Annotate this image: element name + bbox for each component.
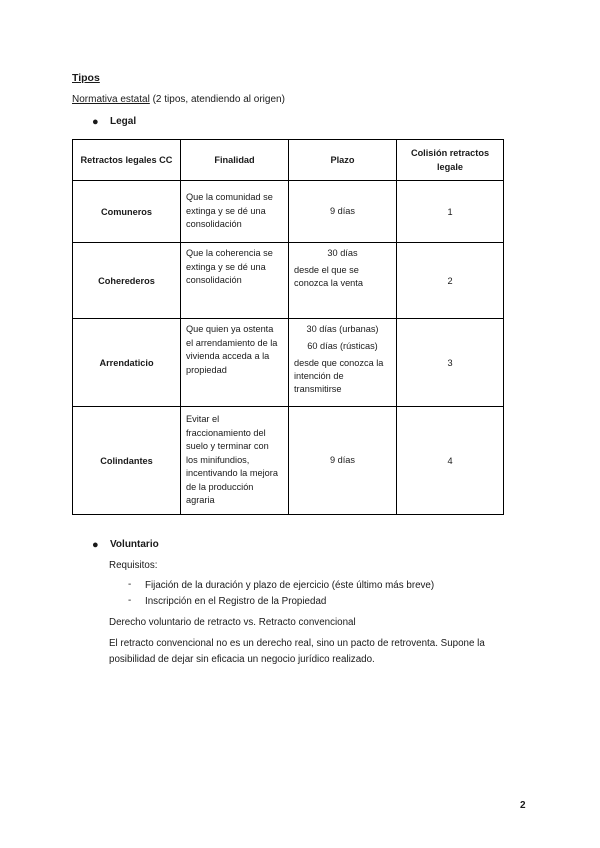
bullet-voluntario-label: Voluntario [110,539,159,550]
derecho-line: Derecho voluntario de retracto vs. Retracto convencional [109,617,356,628]
row-plazo [289,407,397,515]
table-row [73,243,504,319]
row-colision: 1 [397,181,504,243]
plazo-line: 60 días (rústicas) [307,341,378,351]
row-plazo [289,319,397,407]
plazo-line: 30 días (urbanas) [306,324,379,334]
requisitos-label: Requisitos: [109,560,158,571]
row-plazo [289,181,397,243]
bullet-voluntario [92,539,159,551]
row-name: Arrendaticio [73,319,181,407]
header-retractos: Retractos legales CC [73,140,181,181]
row-colision: 3 [397,319,504,407]
row-finalidad: Evitar el fraccionamiento del suelo y terminar con los minifundios, incentivando la mejora de la producción agraria [181,407,289,515]
retractos-table [72,139,504,515]
requisito-item: Inscripción en el Registro de la Propiedad [145,596,327,607]
row-name: Coherederos [73,243,181,319]
table-row [73,181,504,243]
row-finalidad: Que la comunidad se extinga y se dé una consolidación [181,181,289,243]
plazo-line: 9 días [329,455,356,465]
row-finalidad: Que la coherencia se extinga y se dé una consolidación [181,243,289,319]
bullet-legal [92,116,137,128]
header-finalidad: Finalidad [181,140,289,181]
row-finalidad: Que quien ya ostenta el arrendamiento de la vivienda acceda a la propiedad [181,319,289,407]
row-plazo [289,243,397,319]
plazo-line: desde el que se conozca la venta [294,265,363,288]
plazo-line: 9 días [329,206,356,216]
header-colision: Colisión retractos legale [397,140,504,181]
table-row [73,407,504,515]
page-number: 2 [520,800,526,811]
table-header-row [73,140,504,181]
section-heading: Tipos [72,72,100,84]
plazo-line: desde que conozca la intención de transmitirse [294,358,384,394]
dash-marker: - [128,595,132,606]
row-colision: 2 [397,243,504,319]
plazo-line: 30 días [327,248,358,258]
retracto-paragraph: El retracto convencional no es un derecho real, sino un pacto de retroventa. Supone la posibilidad de dejar sin eficacia un negocio jurídico realizado. [109,638,485,665]
bullet-dot-icon: ● [92,116,99,128]
row-name: Comuneros [73,181,181,243]
subtitle-underlined: Normativa estatal [72,94,150,105]
row-name: Colindantes [73,407,181,515]
dash-marker: - [128,579,132,590]
requisito-item: Fijación de la duración y plazo de ejercicio (éste último más breve) [145,580,435,591]
subtitle [72,94,285,105]
header-plazo: Plazo [289,140,397,181]
table-row [73,319,504,407]
subtitle-rest: (2 tipos, atendiendo al origen) [149,94,285,105]
bullet-legal-label: Legal [110,116,137,127]
bullet-dot-icon: ● [92,539,99,551]
row-colision: 4 [397,407,504,515]
